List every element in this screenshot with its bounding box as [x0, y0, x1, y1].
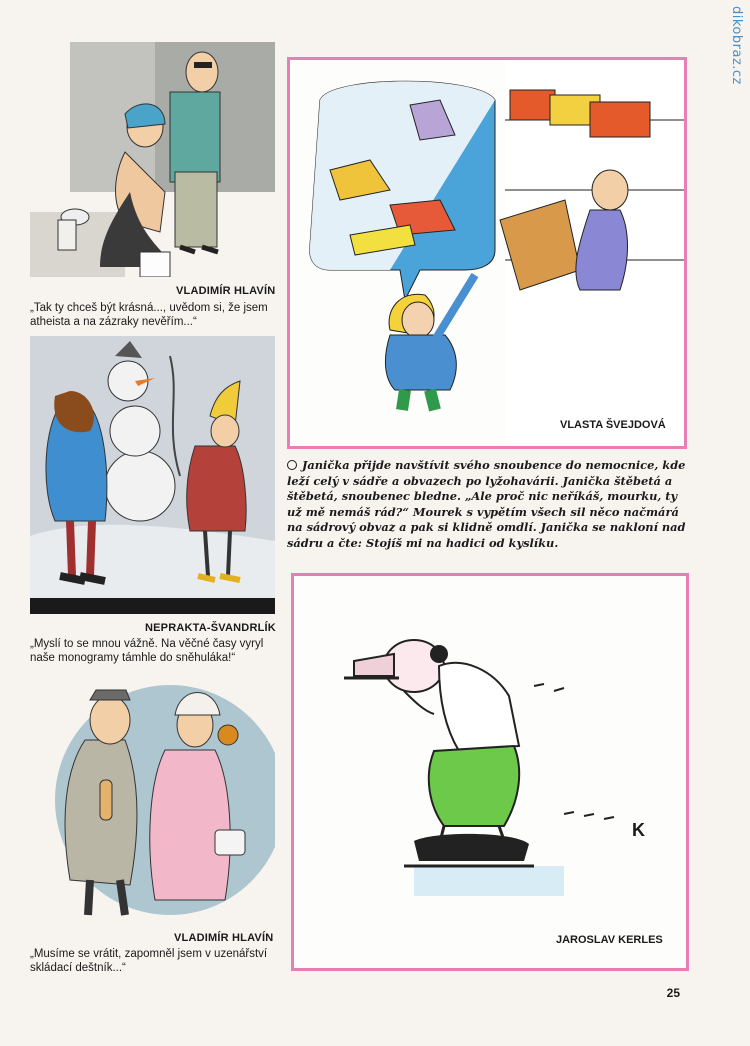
cartoon-snowman-illustration — [30, 336, 275, 614]
framed-cartoon-skater — [291, 573, 689, 971]
bullet-circle-icon — [287, 460, 297, 470]
story-text: Janička přijde navštívit svého snoubence do nemocnice, kde leží celý v sádře a obvazech po lyžohavárii. Janička štěbetá a štěbetá, snoubenec bledne. „Ale proč nic neříkáš, mourku, ty už mě nemáš rád?“ Mourek s vypětím všech sil něco načmárá na sádrový obvaz a pak si klidně omdlí. Janička se nakloní nad sádru a čte: Stojíš mi na hadici od kyslíku. — [287, 458, 686, 550]
cartoon-couple-illustration — [30, 680, 275, 925]
skater-scene-illustration — [294, 576, 686, 968]
cartoon-1-author: VLADIMÍR HLAVÍN — [176, 285, 276, 297]
shop-scene-illustration — [290, 60, 684, 446]
cartoon-vanity-illustration — [30, 42, 275, 277]
site-watermark: dikobraz.cz — [729, 6, 744, 85]
cartoon-3-author: VLADIMÍR HLAVÍN — [174, 932, 274, 944]
cartoon-1-caption: „Tak ty chceš být krásná..., uvědom si, že jsem atheista a na zázraky nevěřím...“ — [30, 302, 268, 328]
framed-cartoon-1-author: VLASTA ŠVEJDOVÁ — [560, 419, 666, 431]
page-number: 25 — [666, 986, 680, 1000]
cartoon-3-caption: „Musíme se vrátit, zapomněl jsem v uzenářství skládací deštník...“ — [30, 948, 268, 974]
cartoon-2-author: NEPRAKTA-ŠVANDRLÍK — [145, 622, 276, 634]
framed-cartoon-shop — [287, 57, 687, 449]
cartoon-2-caption: „Myslí to se mnou vážně. Na věčné časy vyryl naše monogramy támhle do sněhuláka!“ — [30, 638, 264, 664]
story-paragraph — [287, 458, 687, 551]
framed-cartoon-2-author: JAROSLAV KERLES — [556, 934, 663, 946]
skater-cartoon-signature: K — [632, 820, 645, 840]
